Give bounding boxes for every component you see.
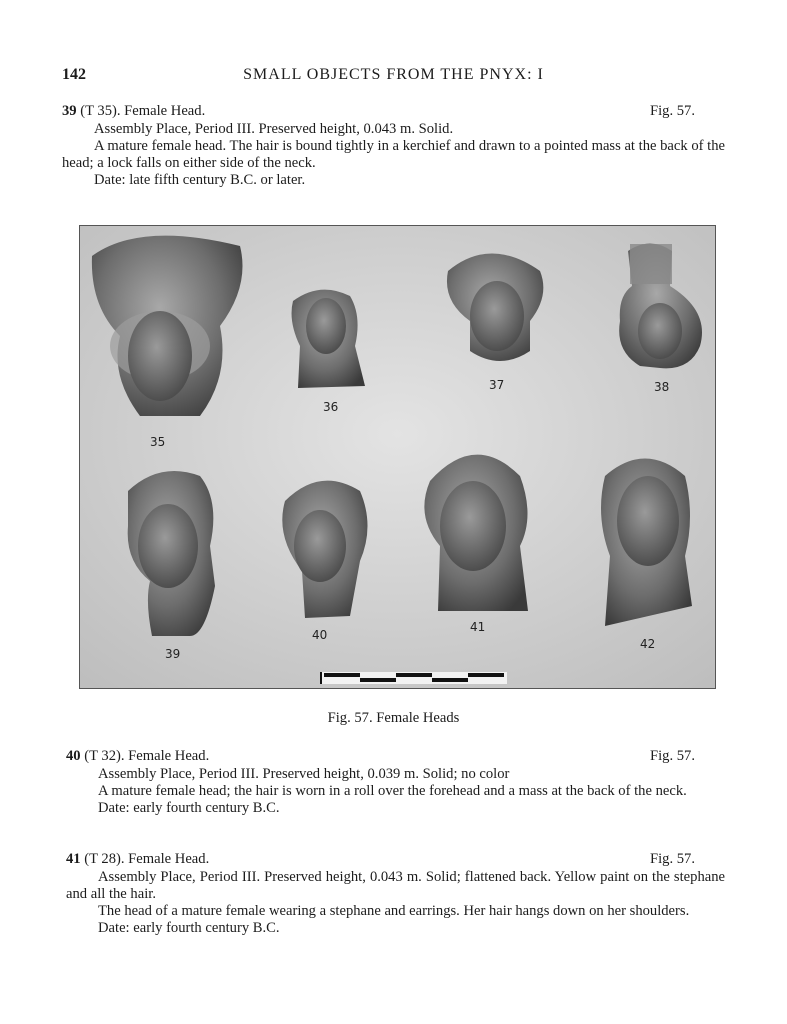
catalog-entry-39 bbox=[62, 103, 725, 189]
figure-label: 42 bbox=[640, 637, 656, 651]
terracotta-head-41 bbox=[424, 455, 528, 611]
entry-catalog: (T 32). bbox=[84, 748, 125, 764]
figure-label: 37 bbox=[489, 378, 505, 392]
entry-number: 41 bbox=[66, 851, 81, 867]
entry-heading bbox=[66, 748, 725, 766]
figure-photo bbox=[80, 226, 715, 688]
entry-catalog: (T 35). bbox=[80, 103, 121, 119]
figure-label: 41 bbox=[470, 620, 486, 634]
figure-label: 35 bbox=[150, 435, 166, 449]
entry-heading bbox=[66, 851, 725, 869]
entry-paragraph: Date: late fifth century B.C. or later. bbox=[94, 172, 306, 188]
entry-paragraph: Date: early fourth century B.C. bbox=[98, 920, 280, 936]
terracotta-head-42 bbox=[601, 459, 692, 627]
entry-name: Female Head. bbox=[124, 103, 206, 119]
entry-paragraph: A mature female head; the hair is worn in a roll over the forehead and a mass at the back of the neck. bbox=[98, 783, 687, 799]
entry-fig-ref: Fig. 57. bbox=[649, 103, 695, 119]
entry-paragraph: Date: early fourth century B.C. bbox=[98, 800, 280, 816]
entry-paragraph: Assembly Place, Period III. Preserved height, 0.039 m. Solid; no color bbox=[98, 766, 510, 782]
entry-name: Female Head. bbox=[128, 851, 210, 867]
entry-paragraph: A mature female head. The hair is bound tightly in a kerchief and drawn to a pointed mass at the back of the head; a lock falls on either side of the neck. bbox=[62, 138, 725, 171]
figure-label: 40 bbox=[312, 628, 328, 642]
running-head bbox=[62, 66, 725, 86]
terracotta-head-36 bbox=[292, 290, 365, 388]
figure-caption: Fig. 57. Female Heads bbox=[327, 710, 460, 726]
entry-paragraph: Assembly Place, Period III. Preserved height, 0.043 m. Solid; flattened back. Yellow paint on the stephane and all the hair. bbox=[66, 869, 725, 902]
catalog-entry-40 bbox=[66, 748, 725, 817]
entry-heading bbox=[62, 103, 725, 121]
entry-paragraph: Assembly Place, Period III. Preserved height, 0.043 m. Solid. bbox=[94, 121, 454, 137]
figure-label: 38 bbox=[654, 380, 670, 394]
running-title: SMALL OBJECTS FROM THE PNYX: I bbox=[243, 66, 544, 83]
entry-catalog: (T 28). bbox=[84, 851, 125, 867]
entry-paragraph: The head of a mature female wearing a stephane and earrings. Her hair hangs down on her shoulders. bbox=[98, 903, 690, 919]
entry-fig-ref: Fig. 57. bbox=[649, 851, 695, 867]
entry-name: Female Head. bbox=[128, 748, 210, 764]
figure-plate bbox=[79, 225, 716, 689]
figure-label: 39 bbox=[165, 647, 181, 661]
entry-number: 39 bbox=[62, 103, 77, 119]
catalog-entry-41 bbox=[66, 851, 725, 937]
page-number: 142 bbox=[62, 66, 86, 83]
figure-label: 36 bbox=[323, 400, 339, 414]
scale-bar bbox=[320, 672, 507, 684]
entry-fig-ref: Fig. 57. bbox=[649, 748, 695, 764]
entry-number: 40 bbox=[66, 748, 81, 764]
